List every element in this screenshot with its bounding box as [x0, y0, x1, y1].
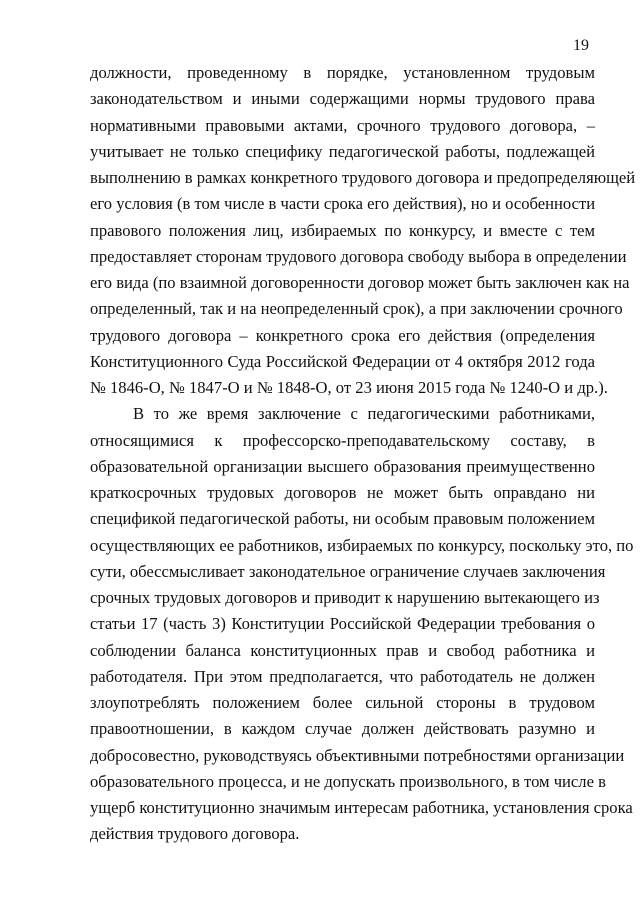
text-line: учитывает не только специфику педагогической работы, подлежащей [90, 141, 595, 161]
text-line: спецификой педагогической работы, ни особым правовым положением [90, 509, 595, 529]
text-line: ущерб конституционно значимым интересам работника, установления срока [90, 798, 633, 817]
text-line: образовательного процесса, и не допускать произвольного, в том числе в [90, 771, 606, 791]
text-line: краткосрочных трудовых договоров не может быть оправдано ни [90, 483, 595, 502]
text-line: сути, обессмысливает законодательное ограничение случаев заключения [90, 561, 606, 581]
text-line: злоупотреблять положением более сильной стороны в трудовом [90, 693, 595, 712]
text-line: добросовестно, руководствуясь объективными потребностями организации [90, 745, 625, 765]
text-line: действия трудового договора. [90, 824, 300, 844]
text-line: предоставляет сторонам трудового договора свободу выбора в определении [90, 246, 627, 266]
text-line: правового положения лиц, избираемых по конкурсу, и вместе с тем [90, 220, 595, 240]
text-line: соблюдении баланса конституционных прав и свобод работника и [90, 640, 595, 660]
text-line: законодательством и иными содержащими нормы трудового права [90, 89, 595, 109]
text-line: нормативными правовыми актами, срочного трудового договора, – [90, 115, 595, 135]
text-line: № 1846-О, № 1847-О и № 1848-О, от 23 июня 2015 года № 1240-О и др.). [90, 378, 608, 397]
text-line: срочных трудовых договоров и приводит к нарушению вытекающего из [90, 588, 600, 607]
text-line: статьи 17 (часть 3) Конституции Российской Федерации требования о [90, 614, 595, 634]
text-line: трудового договора – конкретного срока его действия (определения [90, 325, 595, 345]
text-line: правоотношении, в каждом случае должен действовать разумно и [90, 719, 595, 739]
body-text [90, 60, 636, 848]
text-line: его вида (по взаимной договоренности договор может быть заключен как на [90, 273, 630, 292]
text-line: выполнению в рамках конкретного трудового договора и предопределяющей [90, 168, 636, 187]
text-line: относящимися к профессорско-преподавательскому составу, в [90, 430, 595, 450]
text-line: образовательной организации высшего образования преимущественно [90, 456, 595, 476]
text-line: работодателя. При этом предполагается, что работодатель не должен [90, 666, 595, 686]
text-line: его условия (в том числе в части срока его действия), но и особенности [90, 194, 596, 214]
text-line: определенный, так и на неопределенный срок), а при заключении срочного [90, 299, 623, 319]
page-number: 19 [573, 37, 589, 54]
text-line: осуществляющих ее работников, избираемых по конкурсу, поскольку это, по [90, 535, 634, 555]
text-line: Конституционного Суда Российской Федерации от 4 октября 2012 года [90, 351, 595, 371]
text-line: В то же время заключение с педагогическими работниками, [133, 404, 595, 424]
text-line: должности, проведенному в порядке, установленном трудовым [90, 63, 595, 82]
